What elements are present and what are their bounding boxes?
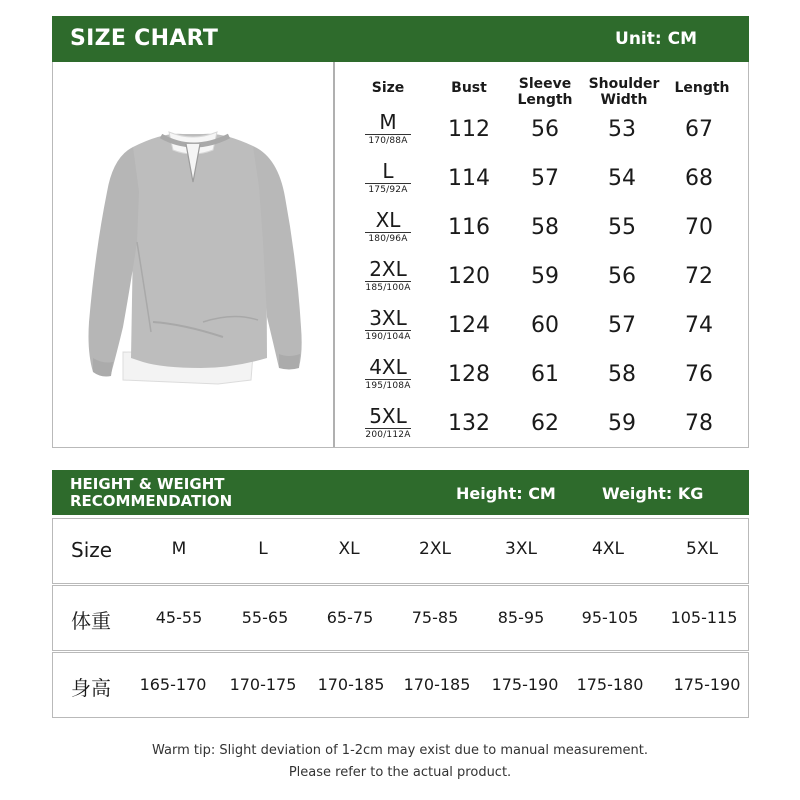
recommendation-title: HEIGHT & WEIGHT RECOMMENDATION bbox=[70, 475, 233, 510]
size-label: 2XL bbox=[365, 258, 411, 282]
size-spec: 175/92A bbox=[368, 185, 408, 195]
recommendation-row-height bbox=[52, 652, 749, 718]
shoulder-value: 55 bbox=[608, 215, 636, 240]
length-value: 67 bbox=[685, 117, 713, 142]
bust-value: 132 bbox=[448, 411, 490, 436]
shoulder-value: 56 bbox=[608, 264, 636, 289]
size-row bbox=[0, 405, 800, 454]
table-cell: 170-175 bbox=[229, 675, 297, 694]
table-cell: L bbox=[258, 539, 268, 559]
shoulder-value: 54 bbox=[608, 166, 636, 191]
sleeve-value: 57 bbox=[531, 166, 559, 191]
table-cell: 85-95 bbox=[497, 608, 545, 627]
table-cell: 5XL bbox=[686, 539, 718, 559]
header-size: Size bbox=[371, 80, 405, 96]
size-label: M bbox=[365, 111, 411, 135]
table-cell: 45-55 bbox=[155, 608, 203, 627]
recommendation-row-weight bbox=[52, 585, 749, 651]
table-cell: 175-190 bbox=[673, 675, 741, 694]
table-cell: 170-185 bbox=[403, 675, 471, 694]
header-bust: Bust bbox=[451, 80, 487, 96]
recommendation-row-size bbox=[52, 518, 749, 584]
size-label: 4XL bbox=[365, 356, 411, 380]
size-spec: 190/104A bbox=[365, 332, 411, 342]
size-row bbox=[0, 160, 800, 209]
size-chart-banner bbox=[52, 16, 749, 62]
size-label: 3XL bbox=[365, 307, 411, 331]
table-cell: 105-115 bbox=[670, 608, 738, 627]
table-cell: 165-170 bbox=[139, 675, 207, 694]
sleeve-value: 60 bbox=[531, 313, 559, 338]
size-spec: 170/88A bbox=[368, 136, 408, 146]
sleeve-value: 58 bbox=[531, 215, 559, 240]
header-sleeve-length: Sleeve Length bbox=[517, 76, 573, 108]
table-cell: 3XL bbox=[505, 539, 537, 559]
table-cell: 170-185 bbox=[317, 675, 385, 694]
weight-unit: Weight: KG bbox=[602, 484, 704, 503]
size-row bbox=[0, 307, 800, 356]
table-cell: 175-180 bbox=[576, 675, 644, 694]
table-cell: 65-75 bbox=[326, 608, 374, 627]
table-cell: M bbox=[171, 539, 187, 559]
row-label: 体重 bbox=[71, 609, 111, 633]
table-cell: 75-85 bbox=[411, 608, 459, 627]
sleeve-value: 62 bbox=[531, 411, 559, 436]
size-spec: 185/100A bbox=[365, 283, 411, 293]
sleeve-value: 56 bbox=[531, 117, 559, 142]
sleeve-value: 61 bbox=[531, 362, 559, 387]
length-value: 76 bbox=[685, 362, 713, 387]
size-row bbox=[0, 209, 800, 258]
shoulder-value: 59 bbox=[608, 411, 636, 436]
length-value: 70 bbox=[685, 215, 713, 240]
warm-tip: Warm tip: Slight deviation of 1-2cm may exist due to manual measurement. bbox=[152, 743, 648, 758]
table-cell: 95-105 bbox=[581, 608, 639, 627]
length-value: 78 bbox=[685, 411, 713, 436]
refer-note: Please refer to the actual product. bbox=[288, 765, 512, 780]
size-spec: 200/112A bbox=[365, 430, 411, 440]
table-cell: 55-65 bbox=[241, 608, 289, 627]
table-cell: 4XL bbox=[592, 539, 624, 559]
recommendation-banner bbox=[52, 470, 749, 515]
shoulder-value: 58 bbox=[608, 362, 636, 387]
size-spec: 180/96A bbox=[368, 234, 408, 244]
size-row bbox=[0, 111, 800, 160]
length-value: 74 bbox=[685, 313, 713, 338]
size-row bbox=[0, 356, 800, 405]
size-label: 5XL bbox=[365, 405, 411, 429]
shoulder-value: 53 bbox=[608, 117, 636, 142]
sleeve-value: 59 bbox=[531, 264, 559, 289]
bust-value: 124 bbox=[448, 313, 490, 338]
size-chart-title: SIZE CHART bbox=[70, 26, 219, 51]
size-label: XL bbox=[365, 209, 411, 233]
bust-value: 112 bbox=[448, 117, 490, 142]
size-spec: 195/108A bbox=[365, 381, 411, 391]
length-value: 68 bbox=[685, 166, 713, 191]
size-row bbox=[0, 258, 800, 307]
table-cell: 2XL bbox=[419, 539, 451, 559]
row-label: Size bbox=[71, 538, 113, 562]
table-cell: 175-190 bbox=[491, 675, 559, 694]
bust-value: 114 bbox=[448, 166, 490, 191]
size-label: L bbox=[365, 160, 411, 184]
bust-value: 116 bbox=[448, 215, 490, 240]
header-length: Length bbox=[674, 80, 730, 96]
bust-value: 120 bbox=[448, 264, 490, 289]
height-unit: Height: CM bbox=[456, 484, 556, 503]
length-value: 72 bbox=[685, 264, 713, 289]
shoulder-value: 57 bbox=[608, 313, 636, 338]
row-label: 身高 bbox=[71, 676, 111, 700]
table-cell: XL bbox=[338, 539, 360, 559]
size-chart-unit: Unit: CM bbox=[615, 29, 697, 49]
header-shoulder-width: Shoulder Width bbox=[588, 76, 660, 108]
bust-value: 128 bbox=[448, 362, 490, 387]
